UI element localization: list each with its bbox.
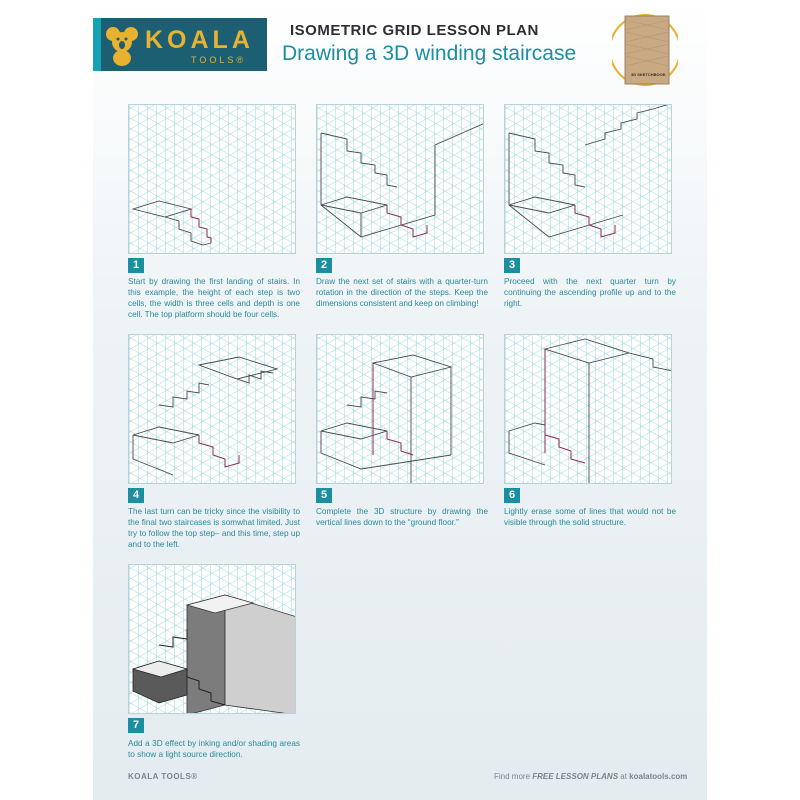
step-5-badge: 5 [316,488,332,503]
page-subtitle: Drawing a 3D winding staircase [282,42,577,65]
step-7-text: Add a 3D effect by inking and/or shading areas to show a light source direction. [128,739,300,759]
step-1-text: Start by drawing the first landing of stairs. In this example, the height of each step is two cells, the width is three cells and depth is one cell. The top platform should be four cells. [128,277,300,319]
step-5-drawing [316,334,484,484]
footer-promo-pre: Find more [494,772,533,781]
step-3-badge: 3 [504,258,520,273]
step-1-drawing [128,104,296,254]
brand-name: KOALA [145,26,254,54]
step-7-badge: 7 [128,718,144,733]
footer-site-link[interactable]: koalatools.com [629,772,688,781]
step-6-drawing [504,334,672,484]
brand-sub: TOOLS® [191,55,246,65]
step-2-text: Draw the next set of stairs with a quarter-turn rotation in the direction of the steps. Keep the dimensions consistent and keep on climbing! [316,277,488,308]
step-2-drawing [316,104,484,254]
step-6-text: Lightly erase some of lines that would not be visible through the solid structure. [504,507,676,527]
page-title: ISOMETRIC GRID LESSON PLAN [290,22,539,39]
step-4-text: The last turn can be tricky since the visibility to the final two staircases is somwhat limited. Just try to follow the top step– and this time, step up and to the left. [128,507,300,549]
footer-promo-em: FREE LESSON PLANS [532,772,619,781]
step-7-drawing [128,564,296,714]
step-4-drawing [128,334,296,484]
step-3-text: Proceed with the next quarter turn by continuing the ascending profile up and to the right. [504,277,676,308]
footer-promo [494,772,687,781]
footer-brand: KOALA TOOLS® [128,772,198,781]
product-label: 3D SKETCHBOOK [631,72,666,77]
step-3-drawing [504,104,672,254]
step-5-text: Complete the 3D structure by drawing the vertical lines down to the “ground floor.” [316,507,488,527]
koala-icon [105,24,141,66]
step-4-badge: 4 [128,488,144,503]
sketchbook-product-image [612,10,678,90]
koala-tools-logo[interactable] [93,18,267,71]
step-2-badge: 2 [316,258,332,273]
footer-promo-mid: at [618,772,630,781]
step-1-badge: 1 [128,258,144,273]
step-6-badge: 6 [504,488,520,503]
